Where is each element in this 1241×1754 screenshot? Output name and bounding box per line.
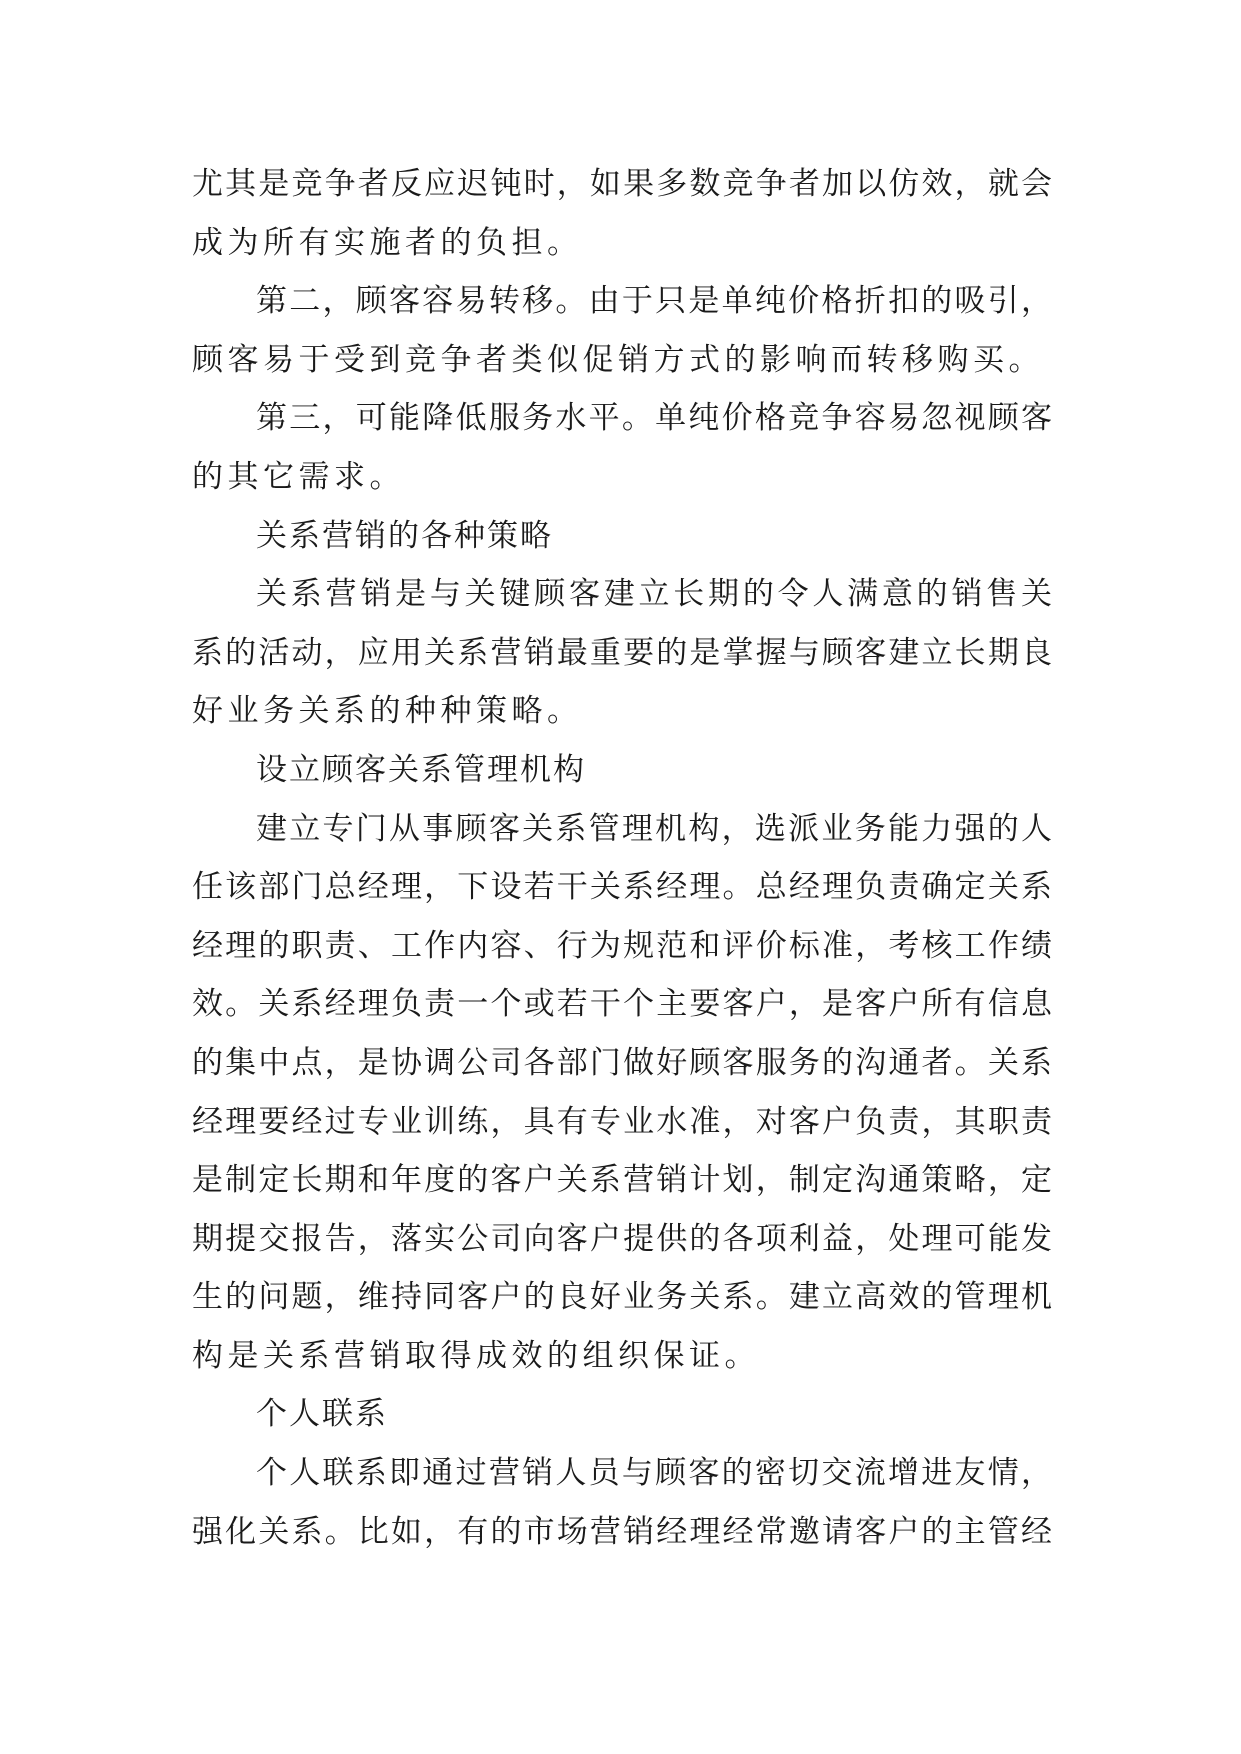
paragraph-line: 的集中点，是协调公司各部门做好顾客服务的沟通者。关系 (192, 1044, 1052, 1081)
paragraph-line: 建立专门从事顾客关系管理机构，选派业务能力强的人 (256, 810, 1052, 847)
paragraph-line: 关系营销是与关键顾客建立长期的令人满意的销售关 (256, 576, 1052, 613)
paragraph-line: 系的活动，应用关系营销最重要的是掌握与顾客建立长期良 (192, 634, 1052, 671)
paragraph-line: 的其它需求。 (192, 458, 405, 495)
paragraph-line: 生的问题，维持同客户的良好业务关系。建立高效的管理机 (192, 1279, 1052, 1316)
section-heading: 个人联系 (256, 1396, 388, 1433)
paragraph-line: 强化关系。比如，有的市场营销经理经常邀请客户的主管经 (192, 1513, 1052, 1550)
section-heading: 关系营销的各种策略 (256, 517, 553, 554)
paragraph-line: 效。关系经理负责一个或若干个主要客户，是客户所有信息 (192, 986, 1052, 1023)
paragraph-line: 好业务关系的种种策略。 (192, 693, 583, 730)
paragraph-line: 经理的职责、工作内容、行为规范和评价标准，考核工作绩 (192, 927, 1052, 964)
paragraph-line: 顾客易于受到竞争者类似促销方式的影响而转移购买。 (192, 341, 1044, 378)
paragraph-line: 成为所有实施者的负担。 (192, 224, 583, 261)
paragraph-line: 第三，可能降低服务水平。单纯价格竞争容易忽视顾客 (256, 400, 1052, 437)
paragraph-line: 尤其是竞争者反应迟钝时，如果多数竞争者加以仿效，就会 (192, 166, 1052, 202)
paragraph-line: 任该部门总经理，下设若干关系经理。总经理负责确定关系 (192, 869, 1052, 906)
document-page (192, 155, 1052, 1561)
paragraph-line: 个人联系即通过营销人员与顾客的密切交流增进友情， (256, 1455, 1052, 1492)
paragraph-line: 构是关系营销取得成效的组织保证。 (192, 1337, 760, 1374)
section-heading: 设立顾客关系管理机构 (256, 751, 586, 788)
paragraph-line: 是制定长期和年度的客户关系营销计划，制定沟通策略，定 (192, 1162, 1052, 1199)
paragraph-line: 第二，顾客容易转移。由于只是单纯价格折扣的吸引， (256, 283, 1052, 320)
paragraph-line: 经理要经过专业训练，具有专业水准，对客户负责，其职责 (192, 1103, 1052, 1140)
paragraph-line: 期提交报告，落实公司向客户提供的各项利益，处理可能发 (192, 1220, 1052, 1257)
